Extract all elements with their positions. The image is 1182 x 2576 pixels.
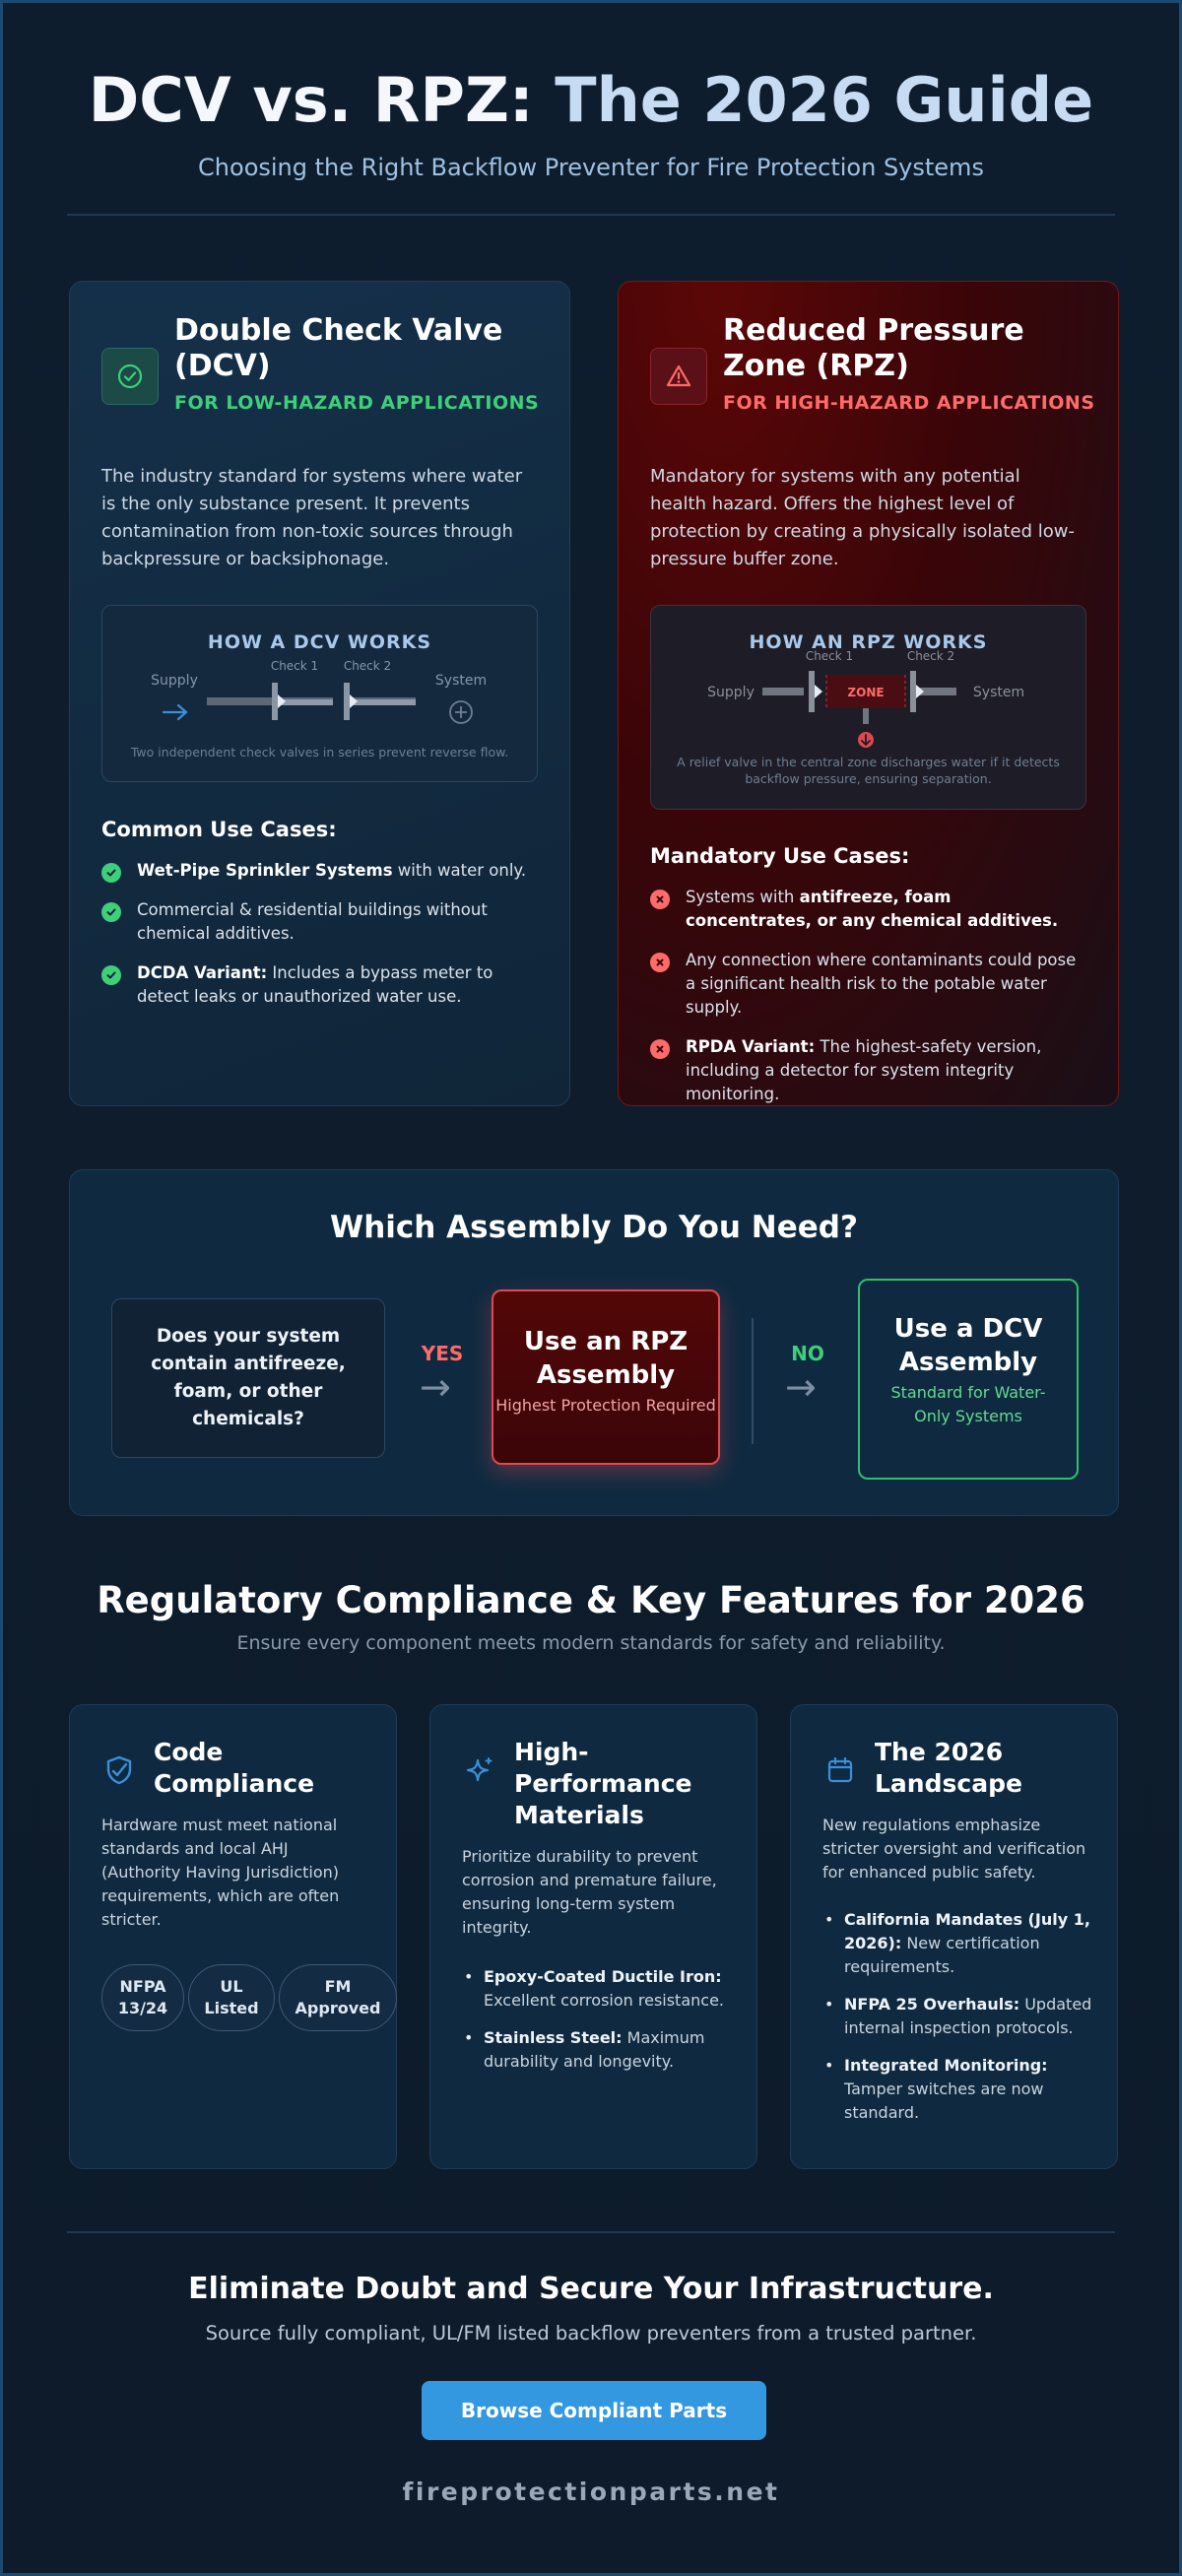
list-item: • Stainless Steel: Maximum durability and longevity. (462, 2026, 733, 2074)
rpz-uses-title: Mandatory Use Cases: (650, 844, 910, 868)
check-icon (101, 902, 121, 922)
list-item: Commercial & residential buildings without chemical additives. (101, 898, 530, 946)
materials-card (429, 1704, 757, 2169)
title-main: DCV vs. RPZ: (88, 64, 534, 136)
landscape-card (790, 1704, 1118, 2169)
rpz-uses-list (650, 886, 1079, 1122)
no-label: NO (791, 1342, 824, 1365)
dcv-supply-label: Supply (151, 673, 198, 689)
dcv-system-label: System (434, 673, 488, 689)
rpz-diagram-caption: A relief valve in the central zone discharges water if it detects backflow pressure, ensuring separation. (677, 755, 1060, 786)
dcv-card (69, 281, 570, 1106)
system-plus-icon (450, 701, 472, 723)
rpz-description: Mandatory for systems with any potential health hazard. Offers the highest level of protection by creating a physically isolated low-pressure buffer zone. (650, 466, 1075, 569)
dcv-title: Double Check Valve (DCV) (174, 313, 503, 383)
rpz-card (618, 281, 1119, 1106)
dcv-uses-title: Common Use Cases: (101, 818, 337, 841)
compliance-title: Regulatory Compliance & Key Features for 2026 (97, 1579, 1085, 1621)
list-item: Systems with antifreeze, foam concentrates, or any chemical additives. (650, 886, 1079, 933)
materials-title: High-Performance Materials (514, 1738, 692, 1829)
arrow-right-icon: → (420, 1365, 451, 1409)
dcv-result-box (858, 1279, 1079, 1480)
list-item: Wet-Pipe Sprinkler Systems with water only. (101, 859, 530, 883)
badge-ul: UL Listed (188, 1964, 275, 2031)
relief-valve (858, 708, 874, 748)
check-icon (101, 965, 121, 985)
dcv-check1-label: Check 1 (270, 659, 319, 673)
list-item: RPDA Variant: The highest-safety version, including a detector for system integrity monitoring. (650, 1035, 1079, 1106)
list-item: DCDA Variant: Includes a bypass meter to detect leaks or unauthorized water use. (101, 961, 530, 1009)
list-item: • Integrated Monitoring: Tamper switches are now standard. (822, 2054, 1093, 2125)
rpz-tag: FOR HIGH-HAZARD APPLICATIONS (723, 392, 1095, 414)
rpz-result-title: Use an RPZ Assembly (523, 1327, 689, 1390)
warning-triangle-icon (650, 348, 707, 405)
decision-question: Does your system contain antifreeze, foam, or other chemicals? (111, 1298, 385, 1458)
cta-divider (67, 2231, 1115, 2233)
code-compliance-desc: Hardware must meet national standards and local AHJ (Authority Having Jurisdiction) requirements, which are often stricter. (101, 1816, 340, 1929)
footer-domain-link[interactable]: fireprotectionparts.net (402, 2477, 780, 2506)
dcv-result-sub: Standard for Water-Only Systems (890, 1383, 1046, 1425)
landscape-title: The 2026 Landscape (875, 1738, 1022, 1798)
x-icon (650, 1039, 670, 1059)
title-accent: The 2026 Guide (555, 64, 1094, 136)
header-divider (67, 214, 1115, 216)
badge-nfpa: NFPA 13/24 (101, 1964, 184, 2031)
dcv-result-title: Use a DCV Assembly (893, 1314, 1043, 1377)
cta-subtitle: Source fully compliant, UL/FM listed backflow preventers from a trusted partner. (205, 2322, 977, 2345)
list-item: • California Mandates (July 1, 2026): New certification requirements. (822, 1908, 1093, 1979)
shield-check-icon (101, 1752, 137, 1788)
check-valve-2 (344, 659, 391, 720)
rpz-diagram-title: HOW AN RPZ WORKS (749, 631, 988, 653)
browse-parts-button[interactable]: Browse Compliant Parts (422, 2381, 766, 2440)
check-icon (101, 863, 121, 883)
badge-fm: FM Approved (279, 1964, 397, 2031)
materials-list (462, 1965, 733, 2087)
rpz-result-box (492, 1289, 720, 1465)
code-compliance-card (69, 1704, 397, 2169)
arrow-right-icon (164, 705, 186, 719)
cta-title: Eliminate Doubt and Secure Your Infrastructure. (188, 2272, 994, 2306)
decision-divider (752, 1318, 754, 1444)
rpz-result-sub: Highest Protection Required (495, 1396, 716, 1415)
rpz-supply-label: Supply (707, 685, 755, 700)
arrow-right-icon: → (785, 1365, 817, 1409)
decision-title: Which Assembly Do You Need? (330, 1210, 858, 1245)
rpz-zone-label: ZONE (847, 686, 885, 699)
check-valve-2 (907, 649, 954, 712)
landscape-desc: New regulations emphasize stricter oversight and verification for enhanced public safety. (822, 1816, 1086, 1882)
rpz-zone (826, 675, 905, 708)
badges (101, 1964, 397, 2031)
check-circle-icon (101, 348, 159, 405)
code-compliance-title: Code Compliance (154, 1738, 315, 1798)
x-icon (650, 953, 670, 972)
rpz-check2-label: Check 2 (906, 649, 955, 663)
dcv-description: The industry standard for systems where water is the only substance present. It prevents contamination from non-toxic sources through backpressure or backsiphonage. (101, 466, 523, 569)
rpz-diagram (650, 605, 1086, 810)
rpz-card-header (650, 313, 1098, 417)
sparkle-icon (462, 1752, 497, 1788)
list-item: Any connection where contaminants could pose a significant health risk to the potable water supply. (650, 949, 1079, 1020)
dcv-uses-list (101, 859, 530, 1024)
compliance-subtitle: Ensure every component meets modern standards for safety and reliability. (236, 1632, 946, 1654)
dcv-card-header (101, 313, 550, 417)
header (3, 3, 1179, 181)
x-icon (650, 890, 670, 909)
list-item: • NFPA 25 Overhauls: Updated internal inspection protocols. (822, 1993, 1093, 2040)
yes-label: YES (421, 1342, 464, 1365)
dcv-diagram-title: HOW A DCV WORKS (207, 631, 432, 653)
landscape-list (822, 1908, 1093, 2139)
decision-section (69, 1169, 1119, 1516)
check-valve-1 (271, 659, 318, 720)
calendar-icon (822, 1752, 858, 1788)
rpz-check1-label: Check 1 (805, 649, 854, 663)
page-subtitle: Choosing the Right Backflow Preventer for Fire Protection Systems (198, 154, 984, 181)
dcv-tag: FOR LOW-HAZARD APPLICATIONS (174, 392, 540, 414)
rpz-system-label: System (972, 685, 1025, 700)
dcv-check2-label: Check 2 (343, 659, 392, 673)
rpz-title: Reduced Pressure Zone (RPZ) (723, 313, 1024, 383)
dcv-diagram-caption: Two independent check valves in series prevent reverse flow. (130, 745, 509, 760)
materials-desc: Prioritize durability to prevent corrosion and premature failure, ensuring long-term system integrity. (462, 1847, 717, 1937)
list-item: • Epoxy-Coated Ductile Iron: Excellent corrosion resistance. (462, 1965, 733, 2013)
page-title (3, 64, 1179, 136)
dcv-diagram (101, 605, 538, 782)
